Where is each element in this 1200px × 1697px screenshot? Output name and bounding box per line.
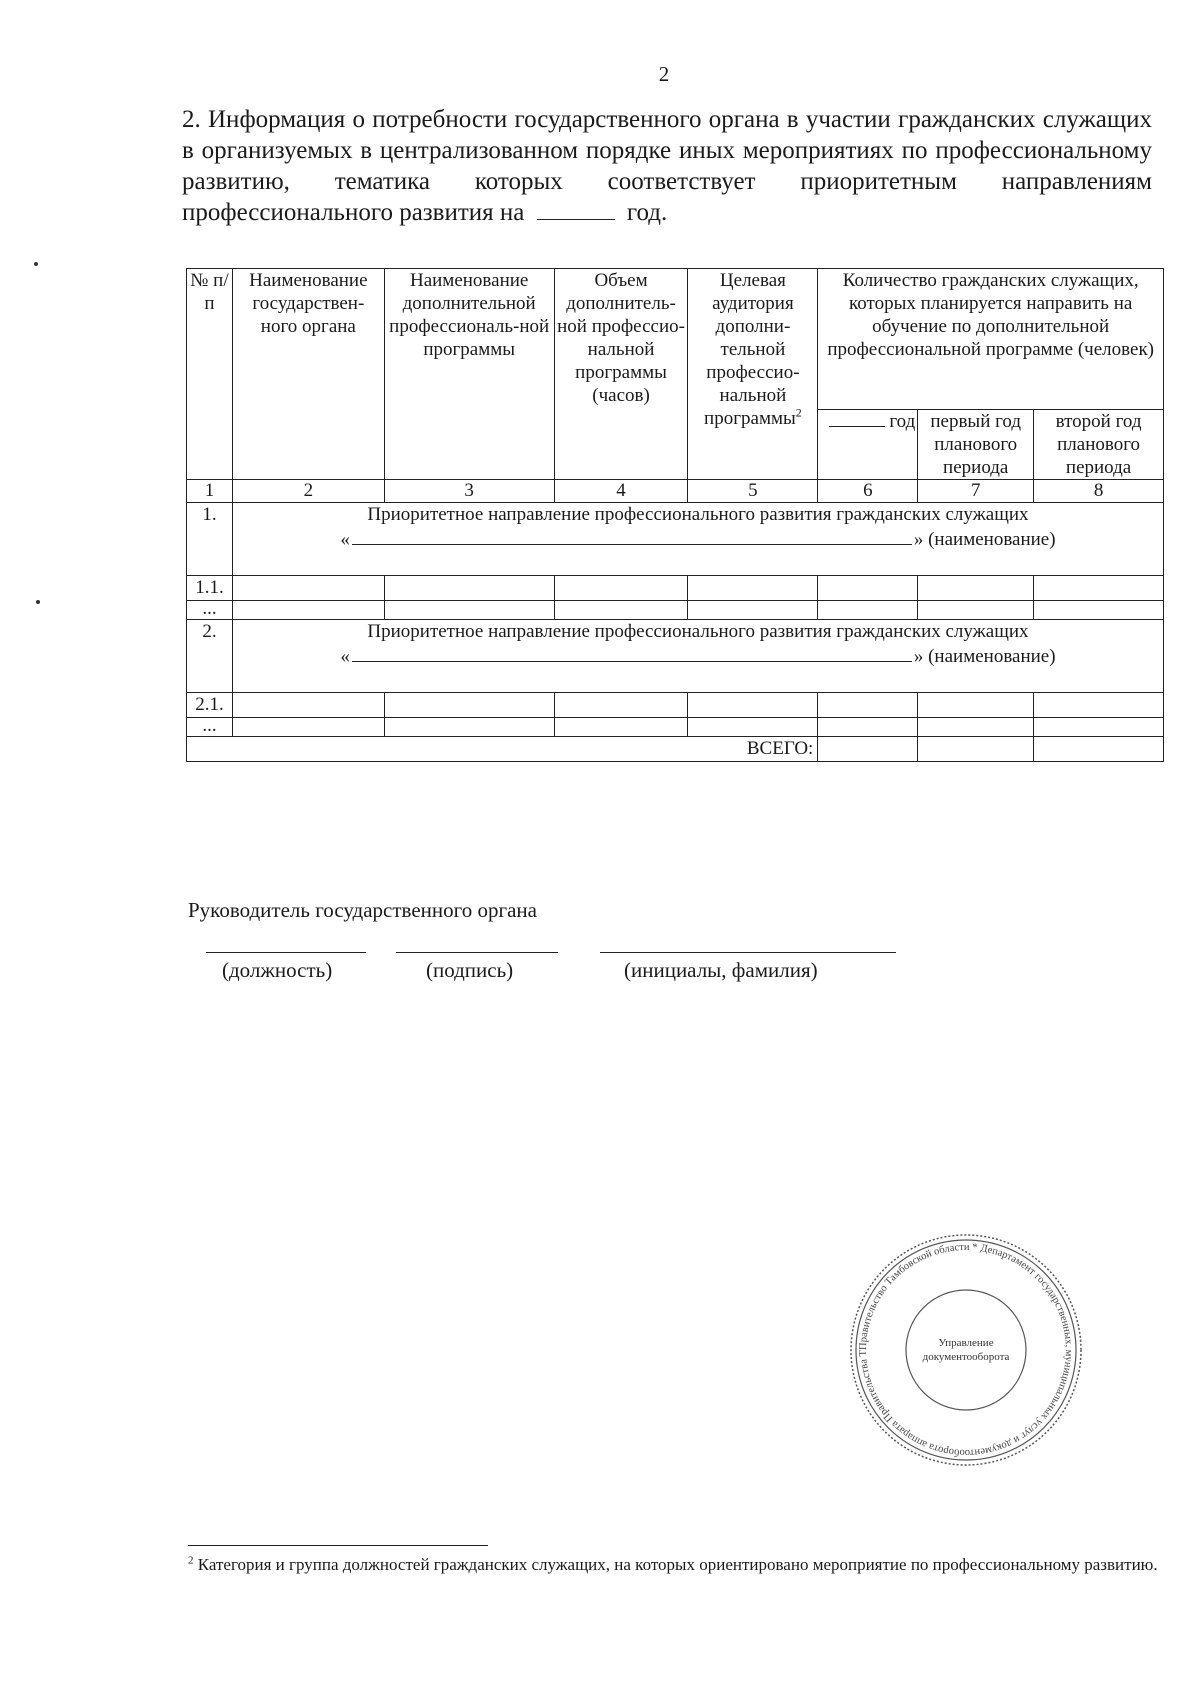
position-line — [206, 952, 366, 953]
section-2-open-quote: « — [340, 646, 350, 667]
cell — [918, 576, 1034, 601]
footnote-divider — [188, 1545, 488, 1546]
header-audience-text: Целевая аудитория дополни-тельной профессио-нальной программы — [704, 270, 800, 429]
cell — [1034, 601, 1164, 620]
section-1-name-line — [235, 526, 1161, 551]
scan-speck — [34, 262, 38, 266]
position-label: (должность) — [222, 958, 333, 982]
header-num: № п/п — [187, 269, 233, 480]
footnote-text: Категория и группа должностей гражданских служащих, на которых ориентировано мероприятие по профессиональному развитию. — [197, 1555, 1158, 1574]
header-second-year: второй год планового периода — [1034, 410, 1164, 480]
footnote-marker: 2 — [795, 405, 802, 420]
table-row — [187, 576, 1164, 601]
document-stamp — [848, 1232, 1084, 1468]
page-number: 2 — [658, 62, 670, 86]
section-1-row — [187, 503, 1164, 576]
cell — [818, 737, 918, 762]
needs-table — [186, 268, 1164, 762]
cell — [384, 693, 554, 718]
name-line — [600, 952, 896, 953]
cell — [688, 693, 818, 718]
section-2-row — [187, 620, 1164, 693]
section-2-blank — [352, 643, 912, 662]
table-row — [187, 693, 1164, 718]
cell — [384, 718, 554, 737]
cell — [384, 601, 554, 620]
row-ellipsis-1: ... — [187, 601, 233, 620]
cell — [918, 737, 1034, 762]
year-blank — [537, 199, 615, 220]
stamp-inner-ring — [906, 1290, 1026, 1410]
header-count: Количество гражданских служащих, которых планируется направить на обучение по дополнительной профессиональной программе (человек) — [818, 269, 1164, 410]
cell — [818, 601, 918, 620]
cell — [818, 693, 918, 718]
cell — [818, 576, 918, 601]
cell — [918, 601, 1034, 620]
col-num-4: 4 — [554, 480, 688, 503]
header-row — [187, 269, 1164, 410]
col-num-7: 7 — [918, 480, 1034, 503]
header-year — [818, 410, 918, 480]
cell — [1034, 737, 1164, 762]
cell — [1034, 693, 1164, 718]
cell — [554, 693, 688, 718]
name-label: (инициалы, фамилия) — [624, 958, 818, 982]
section-heading — [182, 104, 1152, 228]
section-1-title: Приоритетное направление профессионального развития гражданских служащих — [367, 504, 1029, 525]
stamp-inner-line2: документооборота — [922, 1351, 1010, 1363]
row-ellipsis-2: ... — [187, 718, 233, 737]
year-cell-blank — [829, 410, 885, 427]
total-row — [187, 737, 1164, 762]
column-numbers-row — [187, 480, 1164, 503]
cell — [918, 693, 1034, 718]
cell — [384, 576, 554, 601]
cell — [1034, 718, 1164, 737]
stamp-outer-path: Правительство Тамбовской области * Департамент государственных, муниципальных услуг и документооборота аппарата Правительства Т — [857, 1241, 1075, 1459]
footnote — [188, 1554, 1163, 1576]
section-2-name-line — [235, 643, 1161, 668]
cell — [232, 601, 384, 620]
cell — [688, 601, 818, 620]
section-1-num: 1. — [187, 503, 233, 576]
stamp-graphic — [848, 1232, 1084, 1468]
stamp-outer-ring — [851, 1235, 1081, 1465]
signature-title: Руководитель государственного органа — [188, 898, 537, 922]
scan-speck — [36, 600, 40, 604]
row-2-1-num: 2.1. — [187, 693, 233, 718]
cell — [232, 718, 384, 737]
cell — [1034, 576, 1164, 601]
section-1-close-quote: » (наименование) — [913, 529, 1056, 550]
col-num-1: 1 — [187, 480, 233, 503]
header-organ: Наименование государствен-ного органа — [232, 269, 384, 480]
heading-suffix: год. — [626, 199, 668, 226]
total-label: ВСЕГО: — [187, 737, 818, 762]
table-row — [187, 601, 1164, 620]
header-first-year: первый год планового периода — [918, 410, 1034, 480]
cell — [918, 718, 1034, 737]
cell — [232, 576, 384, 601]
col-num-5: 5 — [688, 480, 818, 503]
section-2-text — [232, 620, 1163, 693]
header-program: Наименование дополнительной профессиональ-ной программы — [384, 269, 554, 480]
header-volume: Объем дополнитель-ной профессио-нальной программы (часов) — [554, 269, 688, 480]
cell — [688, 718, 818, 737]
header-year-text: год — [889, 411, 916, 432]
signature-line — [396, 952, 558, 953]
section-2-num: 2. — [187, 620, 233, 693]
section-2-close-quote: » (наименование) — [913, 646, 1056, 667]
cell — [554, 718, 688, 737]
col-num-2: 2 — [232, 480, 384, 503]
section-1-text — [232, 503, 1163, 576]
col-num-6: 6 — [818, 480, 918, 503]
cell — [232, 693, 384, 718]
col-num-3: 3 — [384, 480, 554, 503]
table-row — [187, 718, 1164, 737]
row-1-1-num: 1.1. — [187, 576, 233, 601]
stamp-ring — [856, 1240, 1076, 1460]
cell — [554, 601, 688, 620]
heading-text: 2. Информация о потребности государственного органа в участии гражданских служащих в организуемых в централизованном порядке иных мероприятиях по профессиональному развитию, тематика которых соответствует приоритетным направлениям профессионального развития на — [182, 106, 1152, 226]
section-1-blank — [352, 526, 912, 545]
footnote-number: 2 — [188, 1554, 194, 1567]
stamp-inner-line1: Управление — [938, 1337, 994, 1349]
cell — [688, 576, 818, 601]
section-2-title: Приоритетное направление профессионального развития гражданских служащих — [367, 621, 1029, 642]
col-num-8: 8 — [1034, 480, 1164, 503]
section-1-open-quote: « — [340, 529, 350, 550]
cell — [818, 718, 918, 737]
cell — [554, 576, 688, 601]
signature-label: (подпись) — [426, 958, 514, 982]
header-audience — [688, 269, 818, 480]
